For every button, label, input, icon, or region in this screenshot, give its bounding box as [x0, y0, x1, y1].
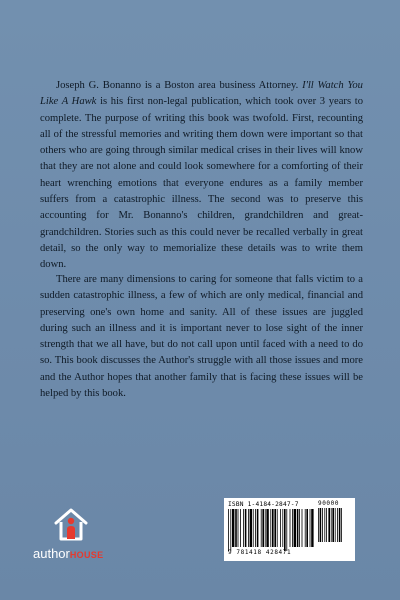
addon-bars — [318, 508, 347, 542]
barcode-bar — [294, 509, 296, 547]
barcode-bar — [266, 509, 268, 547]
barcode-bar — [272, 509, 274, 547]
barcode-bar — [248, 509, 249, 547]
barcode-bar — [265, 509, 266, 547]
barcode-bar — [243, 509, 244, 547]
addon-bar — [324, 508, 325, 542]
barcode-bar — [274, 509, 276, 547]
publisher-name — [33, 546, 103, 561]
publisher-name-main: author — [33, 546, 70, 561]
house-person-icon — [53, 506, 89, 542]
addon-bar — [331, 508, 332, 542]
addon-bar — [322, 508, 323, 542]
author-bio-rest: is his first non-legal publication, which took over 3 years to complete. The purpose of writing this book was twofold. First, recounting all of the stressful memories and writing them down were important so that others who are going through similar medical crises in their lives will know that they are not alone and could look somewhere for a comforting of their heart wrenching emotions that everyone endures as a family member suffers from a catastrophic illness. The second was to preserve this accounting for Mr. Bonanno's children, grandchildren and great-grandchildren. Stories such as this could never be recalled verbally in great detail, so the only way to memorialize these details was to write them down. — [40, 96, 363, 271]
addon-bar — [337, 508, 338, 542]
barcode-bar — [262, 509, 264, 547]
publisher-name-accent: HOUSE — [69, 550, 104, 560]
isbn-barcode — [224, 498, 355, 561]
barcode-digits: 9 781418 428471 — [228, 549, 292, 556]
book-title: I'll Watch You Like A Hawk — [40, 80, 363, 108]
barcode-bar — [261, 509, 262, 547]
barcode-bar — [230, 509, 231, 551]
barcode-bar — [253, 509, 254, 547]
addon-bar — [341, 508, 342, 542]
addon-bar — [328, 508, 330, 542]
addon-bar — [332, 508, 334, 542]
barcode-bar — [305, 509, 306, 547]
isbn-number: ISBN 1-4184-2847-7 — [228, 501, 299, 508]
barcode-bar — [282, 509, 283, 547]
barcode-bar — [277, 509, 278, 547]
author-bio-lead: Joseph G. Bonanno is a Boston area business Attorney. — [56, 80, 299, 91]
addon-bar — [339, 508, 341, 542]
ean-bars — [228, 509, 314, 551]
barcode-bar — [270, 509, 271, 547]
barcode-bar — [292, 509, 293, 547]
barcode-bar — [235, 509, 237, 547]
barcode-bar — [311, 509, 313, 547]
barcode-bar — [299, 509, 300, 547]
barcode-bar — [280, 509, 281, 547]
barcode-bar — [306, 509, 308, 547]
barcode-bar — [310, 509, 311, 547]
barcode-bar — [232, 509, 234, 547]
barcode-bar — [238, 509, 239, 547]
barcode-bar — [228, 509, 229, 551]
addon-bar — [318, 508, 319, 542]
barcode-bar — [290, 509, 291, 547]
barcode-bar — [250, 509, 252, 547]
book-description-paragraph: There are many dimensions to caring for someone that falls victim to a sudden catastrophic illness, a few of which are only medical, financial and preserving one's own home and sanity. All of these issues are juggled during such an illness and it is important never to lose sight of the inner strength that we all have, but do not call upon until faced with a need to do so. This book discusses the Author's struggle with all those issues and more and the Author hopes that another family that is facing these issues will be helped by this book. — [40, 274, 363, 400]
addon-bar — [335, 508, 336, 542]
publisher-logo — [33, 506, 113, 566]
barcode-bar — [284, 509, 286, 551]
addon-bar — [320, 508, 322, 542]
barcode-bar — [286, 509, 287, 551]
barcode-bar — [297, 509, 299, 547]
addon-bar — [326, 508, 327, 542]
barcode-bar — [240, 509, 241, 547]
price-code: 90000 — [318, 500, 340, 507]
barcode-bar — [255, 509, 256, 547]
author-bio-paragraph — [40, 78, 363, 274]
barcode-bar — [245, 509, 247, 547]
barcode-bar — [257, 509, 259, 547]
barcode-bar — [302, 509, 303, 547]
